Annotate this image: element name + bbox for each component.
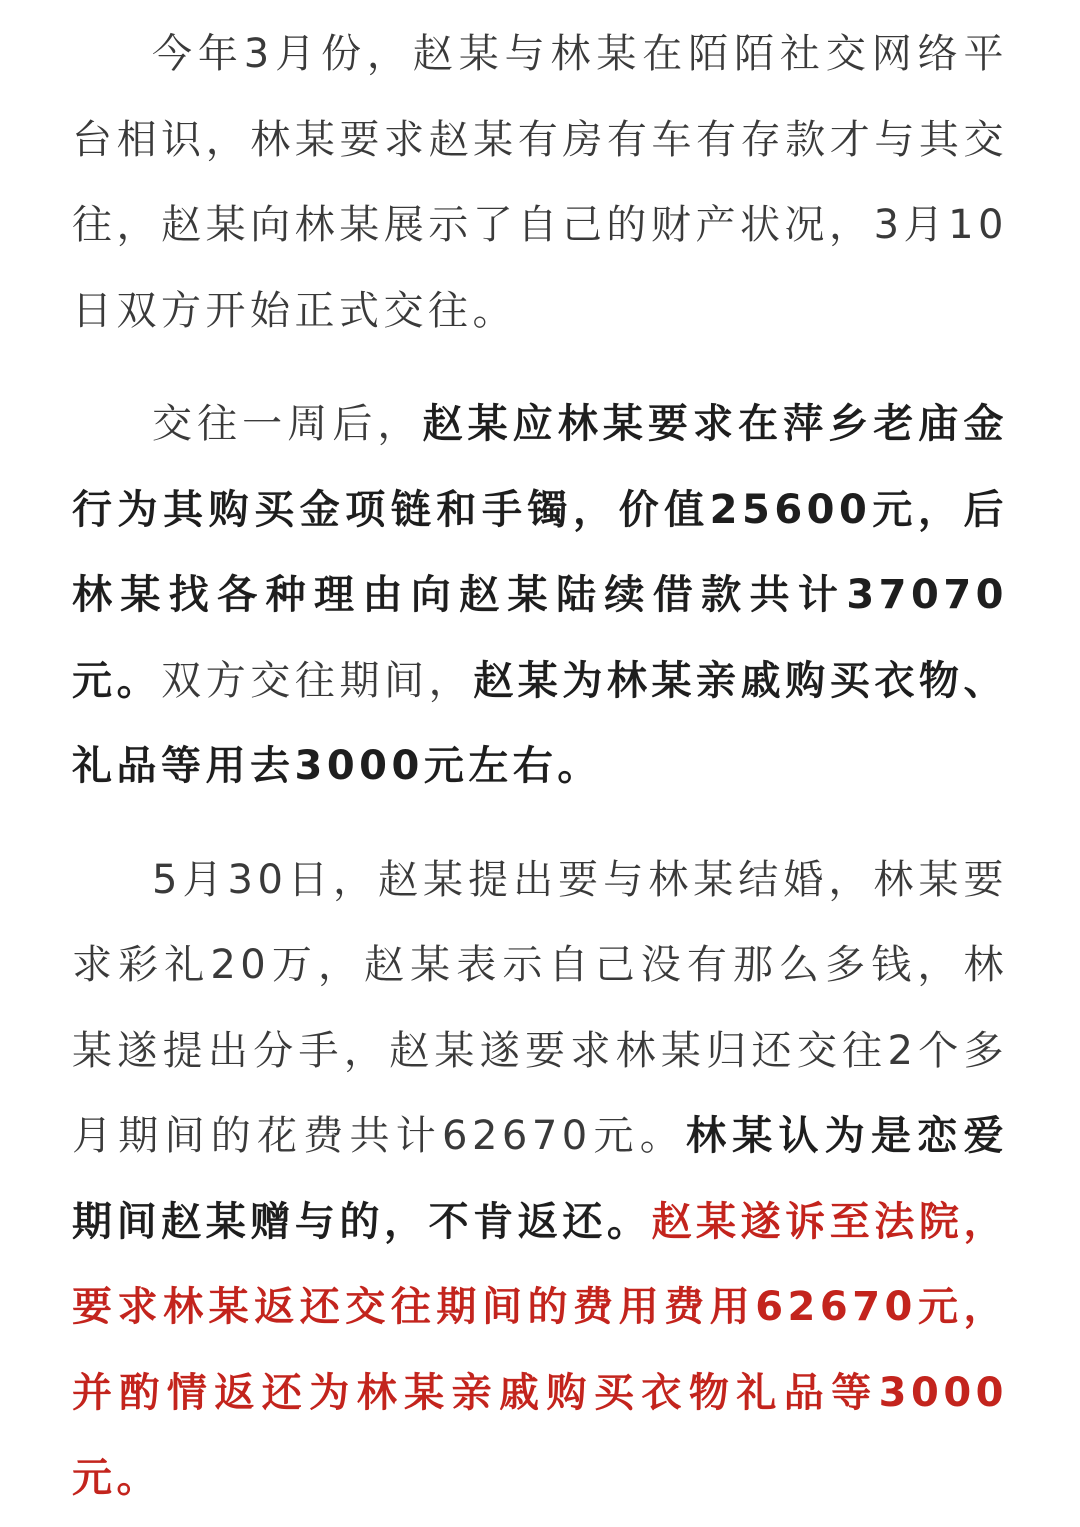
paragraph-2-purchase-bold-text: 赵某应林某要求在萍乡老庙金行为其购买金项链和手镯，价值25600元，后林某找各种理由向赵某陆续借款共计37070元。 (72, 401, 1008, 704)
article-body (72, 12, 1008, 1522)
paragraph-3-refusal-bold-text: 林某认为是恋爱期间赵某赠与的，不肯返还。 (72, 1113, 1008, 1245)
paragraph-1-text: 今年3月份，赵某与林某在陌陌社交网络平台相识，林某要求赵某有房有车有存款才与其交往，赵某向林某展示了自己的财产状况，3月10日双方开始正式交往。 (72, 31, 1008, 334)
paragraph-1 (72, 12, 1008, 354)
paragraph-3-lawsuit-red-text: 赵某遂诉至法院，要求林某返还交往期间的费用费用62670元，并酌情返还为林某亲戚购买衣物礼品等3000元。 (72, 1198, 1009, 1501)
paragraph-2-intro-text: 交往一周后， (152, 401, 423, 447)
paragraph-3-breakup-text: 5月30日，赵某提出要与林某结婚，林某要求彩礼20万，赵某表示自己没有那么多钱，林某遂提出分手，赵某遂要求林某归还交往2个多月期间的花费共计62670元。 (72, 856, 1008, 1159)
paragraph-2-period-text: 双方交往期间， (161, 657, 474, 704)
paragraph-2 (72, 382, 1008, 810)
paragraph-2-gifts-bold-text: 赵某为林某亲戚购买衣物、礼品等用去3000元左右。 (72, 657, 1009, 789)
paragraph-3 (72, 838, 1008, 1522)
